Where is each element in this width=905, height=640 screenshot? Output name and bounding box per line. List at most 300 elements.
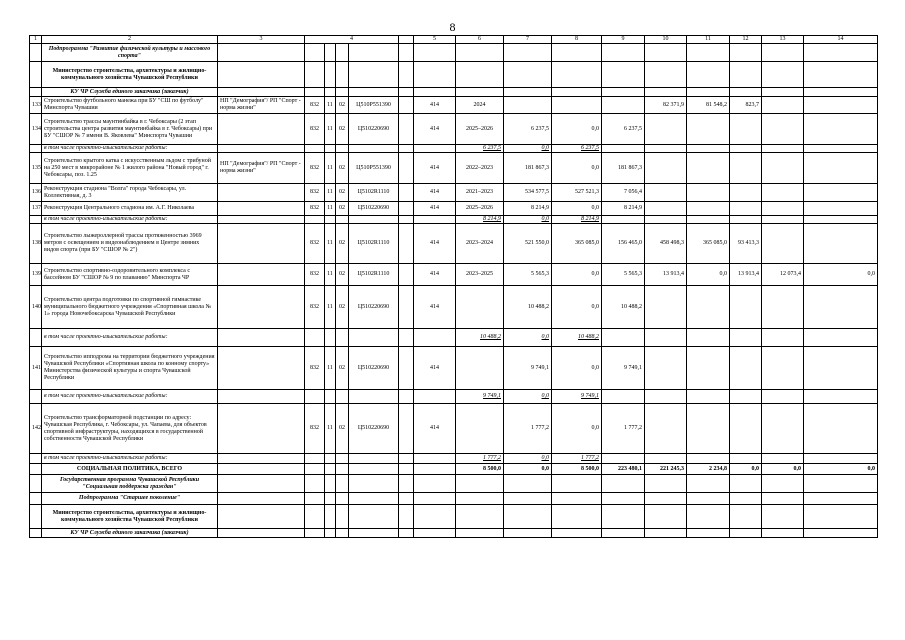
value-cell: 10 488,2 bbox=[456, 329, 504, 347]
empty-cell bbox=[349, 329, 399, 347]
empty-cell bbox=[762, 390, 804, 404]
value-cell bbox=[730, 184, 762, 202]
section-code: 11 bbox=[325, 114, 336, 145]
grbs-code: 832 bbox=[305, 184, 325, 202]
empty-cell bbox=[336, 390, 349, 404]
object-name: Строительство футбольного манежа при БУ "СШ по футболу" Минспорта Чувашии bbox=[42, 97, 218, 114]
empty-cell bbox=[414, 493, 456, 505]
empty-cell bbox=[552, 493, 602, 505]
row-number: 135 bbox=[30, 153, 42, 184]
value-cell: 521 550,0 bbox=[504, 224, 552, 264]
value-cell bbox=[804, 286, 878, 329]
national-project bbox=[218, 264, 305, 286]
empty-cell bbox=[399, 145, 414, 153]
empty-cell bbox=[349, 454, 399, 464]
row-number: 142 bbox=[30, 404, 42, 454]
target-article-code: Ц510Р551390 bbox=[349, 153, 399, 184]
section-code: 11 bbox=[325, 97, 336, 114]
empty-cell bbox=[804, 505, 878, 529]
empty-cell bbox=[305, 505, 325, 529]
empty-cell bbox=[602, 216, 645, 224]
grbs-code: 832 bbox=[305, 97, 325, 114]
total-value: 223 480,1 bbox=[602, 464, 645, 475]
empty-cell bbox=[645, 88, 687, 97]
target-article-code: Ц510220690 bbox=[349, 404, 399, 454]
value-cell: 9 749,1 bbox=[456, 390, 504, 404]
object-name: Строительство центра подготовки по спортивной гимнастике муниципального бюджетного учреждения «Спортивная школа № 1» города Новочебоксарска Чувашской Республики bbox=[42, 286, 218, 329]
value-cell bbox=[645, 404, 687, 454]
empty-cell bbox=[414, 390, 456, 404]
value-cell bbox=[645, 202, 687, 216]
value-cell: 0,0 bbox=[504, 216, 552, 224]
value-cell: 0,0 bbox=[687, 264, 730, 286]
empty-cell bbox=[414, 475, 456, 493]
object-row bbox=[30, 184, 878, 202]
empty-cell bbox=[349, 529, 399, 538]
empty-cell bbox=[325, 505, 336, 529]
row-number: 137 bbox=[30, 202, 42, 216]
empty-cell bbox=[349, 390, 399, 404]
value-cell: 0,0 bbox=[552, 202, 602, 216]
value-cell bbox=[804, 404, 878, 454]
expense-type-code: 414 bbox=[414, 202, 456, 216]
empty-cell bbox=[218, 493, 305, 505]
section-title: Подпрограмма "Развитие физической культуры и массового спорта" bbox=[42, 44, 218, 62]
empty-cell bbox=[414, 505, 456, 529]
empty-cell bbox=[602, 505, 645, 529]
empty-cell bbox=[349, 464, 399, 475]
value-cell: 0,0 bbox=[552, 264, 602, 286]
value-cell bbox=[730, 202, 762, 216]
value-cell: 8 214,9 bbox=[504, 202, 552, 216]
subsection-code: 02 bbox=[336, 264, 349, 286]
empty-cell bbox=[504, 505, 552, 529]
value-cell bbox=[645, 286, 687, 329]
section-title: Министерство строительства, архитектуры и жилищно-коммунального хозяйства Чувашской Республики bbox=[42, 62, 218, 88]
value-cell: 0,0 bbox=[504, 329, 552, 347]
empty-cell bbox=[399, 114, 414, 145]
empty-cell bbox=[399, 44, 414, 62]
value-cell: 0,0 bbox=[552, 404, 602, 454]
value-cell: 0,0 bbox=[504, 454, 552, 464]
empty-cell bbox=[602, 44, 645, 62]
target-article-code: Ц5102R1110 bbox=[349, 264, 399, 286]
empty-cell bbox=[414, 88, 456, 97]
grbs-code: 832 bbox=[305, 286, 325, 329]
empty-cell bbox=[456, 44, 504, 62]
total-value: 221 245,3 bbox=[645, 464, 687, 475]
value-cell bbox=[645, 153, 687, 184]
value-cell: 0,0 bbox=[552, 153, 602, 184]
value-cell: 458 498,3 bbox=[645, 224, 687, 264]
empty-cell bbox=[687, 505, 730, 529]
empty-cell bbox=[762, 329, 804, 347]
empty-cell bbox=[730, 62, 762, 88]
empty-cell bbox=[730, 475, 762, 493]
object-name: Реконструкция Центрального стадиона им. А.Г. Николаева bbox=[42, 202, 218, 216]
col-num: 8 bbox=[552, 36, 602, 44]
empty-cell bbox=[349, 493, 399, 505]
empty-cell bbox=[399, 97, 414, 114]
subsection-code: 02 bbox=[336, 97, 349, 114]
empty-cell bbox=[325, 475, 336, 493]
empty-cell bbox=[414, 464, 456, 475]
budget-table bbox=[29, 35, 878, 538]
empty-cell bbox=[305, 529, 325, 538]
value-cell: 527 521,3 bbox=[552, 184, 602, 202]
empty-cell bbox=[456, 505, 504, 529]
empty-cell bbox=[30, 44, 42, 62]
empty-cell bbox=[399, 347, 414, 390]
section-code: 11 bbox=[325, 404, 336, 454]
total-value: 8 500,0 bbox=[456, 464, 504, 475]
empty-cell bbox=[762, 145, 804, 153]
value-cell bbox=[730, 347, 762, 390]
target-article-code: Ц510220690 bbox=[349, 347, 399, 390]
empty-cell bbox=[325, 216, 336, 224]
object-row bbox=[30, 404, 878, 454]
total-value: 0,0 bbox=[730, 464, 762, 475]
value-cell: 534 577,5 bbox=[504, 184, 552, 202]
national-project bbox=[218, 224, 305, 264]
value-cell bbox=[730, 286, 762, 329]
expense-type-code: 414 bbox=[414, 404, 456, 454]
empty-cell bbox=[305, 493, 325, 505]
empty-cell bbox=[349, 62, 399, 88]
empty-cell bbox=[730, 505, 762, 529]
value-cell bbox=[804, 184, 878, 202]
value-cell bbox=[645, 184, 687, 202]
section-code: 11 bbox=[325, 286, 336, 329]
empty-cell bbox=[336, 145, 349, 153]
subsection-code: 02 bbox=[336, 347, 349, 390]
empty-cell bbox=[804, 475, 878, 493]
object-name: Строительство лыжероллерной трассы протяженностью 3969 метров с освещением и видеонаблюдением в Центре зимних видов спорта (при БУ "СШОР № 2") bbox=[42, 224, 218, 264]
value-cell: 1 777,2 bbox=[552, 454, 602, 464]
value-cell: 1 777,2 bbox=[456, 454, 504, 464]
value-cell bbox=[804, 153, 878, 184]
value-cell bbox=[762, 224, 804, 264]
empty-cell bbox=[325, 529, 336, 538]
empty-cell bbox=[325, 390, 336, 404]
empty-cell bbox=[218, 216, 305, 224]
empty-cell bbox=[552, 88, 602, 97]
subtotal-label: в том числе проектно-изыскательские работы: bbox=[42, 390, 218, 404]
empty-cell bbox=[804, 216, 878, 224]
value-cell: 13 913,4 bbox=[645, 264, 687, 286]
empty-cell bbox=[602, 145, 645, 153]
section-code: 11 bbox=[325, 347, 336, 390]
empty-cell bbox=[762, 44, 804, 62]
empty-cell bbox=[399, 224, 414, 264]
empty-cell bbox=[762, 88, 804, 97]
col-num: 7 bbox=[504, 36, 552, 44]
value-cell bbox=[762, 404, 804, 454]
empty-cell bbox=[456, 475, 504, 493]
empty-cell bbox=[336, 454, 349, 464]
empty-cell bbox=[399, 216, 414, 224]
empty-cell bbox=[687, 529, 730, 538]
national-project: НП "Демография"/ РП "Спорт - норма жизни" bbox=[218, 153, 305, 184]
value-cell: 10 488,2 bbox=[504, 286, 552, 329]
empty-cell bbox=[504, 493, 552, 505]
national-project bbox=[218, 404, 305, 454]
empty-cell bbox=[687, 329, 730, 347]
value-cell bbox=[504, 97, 552, 114]
empty-cell bbox=[325, 88, 336, 97]
col-num: 4 bbox=[305, 36, 399, 44]
value-cell bbox=[730, 114, 762, 145]
value-cell: 8 214,9 bbox=[456, 216, 504, 224]
expense-type-code: 414 bbox=[414, 286, 456, 329]
empty-cell bbox=[804, 454, 878, 464]
empty-cell bbox=[414, 145, 456, 153]
empty-cell bbox=[399, 62, 414, 88]
value-cell: 156 465,0 bbox=[602, 224, 645, 264]
empty-cell bbox=[645, 44, 687, 62]
value-cell: 6 237,5 bbox=[504, 114, 552, 145]
value-cell: 93 413,3 bbox=[730, 224, 762, 264]
empty-cell bbox=[30, 62, 42, 88]
empty-cell bbox=[456, 88, 504, 97]
empty-cell bbox=[336, 505, 349, 529]
value-cell: 181 867,3 bbox=[602, 153, 645, 184]
empty-cell bbox=[762, 529, 804, 538]
object-row bbox=[30, 114, 878, 145]
value-cell: 8 214,9 bbox=[552, 216, 602, 224]
value-cell bbox=[762, 153, 804, 184]
empty-cell bbox=[218, 505, 305, 529]
empty-cell bbox=[645, 493, 687, 505]
empty-cell bbox=[804, 329, 878, 347]
total-value: 0,0 bbox=[504, 464, 552, 475]
empty-cell bbox=[552, 475, 602, 493]
empty-cell bbox=[305, 62, 325, 88]
national-project: НП "Демография"/ РП "Спорт - норма жизни" bbox=[218, 97, 305, 114]
empty-cell bbox=[399, 286, 414, 329]
object-name: Строительство трассы маунтинбайка в г. Чебоксары (2 этап строительства центра развития маунтинбайка в г. Чебоксары) при БУ "СШОР № 7 имени В. Яковлева" Минспорта Чувашии bbox=[42, 114, 218, 145]
section-row bbox=[30, 88, 878, 97]
value-cell bbox=[687, 347, 730, 390]
total-value: 2 234,8 bbox=[687, 464, 730, 475]
section-row bbox=[30, 62, 878, 88]
value-cell bbox=[804, 347, 878, 390]
subsection-code: 02 bbox=[336, 404, 349, 454]
empty-cell bbox=[349, 475, 399, 493]
empty-cell bbox=[325, 464, 336, 475]
national-project bbox=[218, 286, 305, 329]
value-cell bbox=[804, 114, 878, 145]
empty-cell bbox=[504, 88, 552, 97]
empty-cell bbox=[804, 145, 878, 153]
value-cell: 0,0 bbox=[552, 114, 602, 145]
subsection-code: 02 bbox=[336, 153, 349, 184]
section-title: Министерство строительства, архитектуры и жилищно-коммунального хозяйства Чувашской Республики bbox=[42, 505, 218, 529]
row-number: 136 bbox=[30, 184, 42, 202]
empty-cell bbox=[218, 390, 305, 404]
empty-cell bbox=[305, 216, 325, 224]
value-cell bbox=[762, 347, 804, 390]
empty-cell bbox=[336, 329, 349, 347]
empty-cell bbox=[218, 44, 305, 62]
empty-cell bbox=[305, 454, 325, 464]
empty-cell bbox=[602, 454, 645, 464]
value-cell bbox=[687, 286, 730, 329]
subtotal-row bbox=[30, 145, 878, 153]
col-num: 6 bbox=[456, 36, 504, 44]
empty-cell bbox=[218, 145, 305, 153]
value-cell bbox=[804, 224, 878, 264]
value-cell: 5 565,3 bbox=[504, 264, 552, 286]
grbs-code: 832 bbox=[305, 347, 325, 390]
target-article-code: Ц510Р551390 bbox=[349, 97, 399, 114]
empty-cell bbox=[504, 44, 552, 62]
object-name: Строительство ипподрома на территории бюджетного учреждения Чувашской Республики «Спортивная школа по конному спорту» Министерства физической культуры и спорта Чувашской Республики bbox=[42, 347, 218, 390]
col-num: 9 bbox=[602, 36, 645, 44]
empty-cell bbox=[336, 464, 349, 475]
section-title: КУ ЧР Служба единого заказчика (заказчик) bbox=[42, 529, 218, 538]
value-cell: 10 488,2 bbox=[602, 286, 645, 329]
national-project bbox=[218, 184, 305, 202]
national-project bbox=[218, 347, 305, 390]
section-row bbox=[30, 505, 878, 529]
subtotal-row bbox=[30, 216, 878, 224]
object-row bbox=[30, 153, 878, 184]
value-cell: 365 085,0 bbox=[687, 224, 730, 264]
total-label: СОЦИАЛЬНАЯ ПОЛИТИКА, ВСЕГО bbox=[42, 464, 218, 475]
empty-cell bbox=[687, 145, 730, 153]
empty-cell bbox=[399, 493, 414, 505]
subsection-code: 02 bbox=[336, 286, 349, 329]
empty-cell bbox=[762, 493, 804, 505]
value-cell: 6 237,5 bbox=[552, 145, 602, 153]
value-cell bbox=[552, 97, 602, 114]
value-cell bbox=[645, 114, 687, 145]
column-number-row bbox=[30, 36, 878, 44]
col-num: 10 bbox=[645, 36, 687, 44]
years-cell: 2021–2023 bbox=[456, 184, 504, 202]
national-project bbox=[218, 114, 305, 145]
empty-cell bbox=[30, 88, 42, 97]
value-cell bbox=[602, 97, 645, 114]
object-row bbox=[30, 202, 878, 216]
empty-cell bbox=[399, 264, 414, 286]
value-cell: 9 749,1 bbox=[602, 347, 645, 390]
object-row bbox=[30, 97, 878, 114]
value-cell bbox=[687, 153, 730, 184]
value-cell: 8 214,9 bbox=[602, 202, 645, 216]
row-number: 140 bbox=[30, 286, 42, 329]
empty-cell bbox=[399, 529, 414, 538]
object-row bbox=[30, 347, 878, 390]
empty-cell bbox=[399, 88, 414, 97]
years-cell bbox=[456, 286, 504, 329]
empty-cell bbox=[804, 44, 878, 62]
total-value: 0,0 bbox=[804, 464, 878, 475]
empty-cell bbox=[804, 390, 878, 404]
empty-cell bbox=[730, 44, 762, 62]
empty-cell bbox=[349, 216, 399, 224]
section-row bbox=[30, 493, 878, 505]
col-num: 13 bbox=[762, 36, 804, 44]
empty-cell bbox=[336, 216, 349, 224]
empty-cell bbox=[399, 475, 414, 493]
empty-cell bbox=[336, 88, 349, 97]
empty-cell bbox=[504, 62, 552, 88]
empty-cell bbox=[30, 475, 42, 493]
empty-cell bbox=[30, 454, 42, 464]
value-cell bbox=[687, 114, 730, 145]
value-cell bbox=[687, 404, 730, 454]
target-article-code: Ц510220690 bbox=[349, 286, 399, 329]
section-code: 11 bbox=[325, 224, 336, 264]
empty-cell bbox=[399, 202, 414, 216]
value-cell bbox=[730, 404, 762, 454]
value-cell: 7 056,4 bbox=[602, 184, 645, 202]
value-cell: 0,0 bbox=[552, 347, 602, 390]
empty-cell bbox=[349, 44, 399, 62]
total-row bbox=[30, 464, 878, 475]
empty-cell bbox=[602, 493, 645, 505]
col-num: 12 bbox=[730, 36, 762, 44]
row-number: 139 bbox=[30, 264, 42, 286]
object-name: Реконструкция стадиона "Волга" города Чебоксары, ул. Коллективная, д. 3 bbox=[42, 184, 218, 202]
target-article-code: Ц5102R1110 bbox=[349, 224, 399, 264]
value-cell: 10 488,2 bbox=[552, 329, 602, 347]
value-cell: 6 237,5 bbox=[456, 145, 504, 153]
value-cell: 9 749,1 bbox=[504, 347, 552, 390]
value-cell: 82 371,9 bbox=[645, 97, 687, 114]
empty-cell bbox=[730, 390, 762, 404]
years-cell bbox=[456, 347, 504, 390]
empty-cell bbox=[804, 493, 878, 505]
empty-cell bbox=[218, 88, 305, 97]
empty-cell bbox=[305, 329, 325, 347]
empty-cell bbox=[456, 493, 504, 505]
empty-cell bbox=[730, 529, 762, 538]
empty-cell bbox=[399, 390, 414, 404]
empty-cell bbox=[804, 88, 878, 97]
empty-cell bbox=[218, 529, 305, 538]
subtotal-label: в том числе проектно-изыскательские работы: bbox=[42, 145, 218, 153]
empty-cell bbox=[30, 464, 42, 475]
value-cell: 1 777,2 bbox=[602, 404, 645, 454]
section-code: 11 bbox=[325, 153, 336, 184]
row-number: 138 bbox=[30, 224, 42, 264]
object-row bbox=[30, 286, 878, 329]
empty-cell bbox=[645, 505, 687, 529]
value-cell: 0,0 bbox=[552, 286, 602, 329]
expense-type-code: 414 bbox=[414, 153, 456, 184]
expense-type-code: 414 bbox=[414, 264, 456, 286]
empty-cell bbox=[30, 505, 42, 529]
empty-cell bbox=[336, 62, 349, 88]
empty-cell bbox=[687, 493, 730, 505]
total-value: 0,0 bbox=[762, 464, 804, 475]
empty-cell bbox=[336, 44, 349, 62]
empty-cell bbox=[325, 329, 336, 347]
subsection-code: 02 bbox=[336, 184, 349, 202]
empty-cell bbox=[305, 464, 325, 475]
value-cell: 0,0 bbox=[504, 390, 552, 404]
empty-cell bbox=[399, 505, 414, 529]
empty-cell bbox=[414, 216, 456, 224]
empty-cell bbox=[687, 62, 730, 88]
expense-type-code: 414 bbox=[414, 224, 456, 264]
empty-cell bbox=[305, 145, 325, 153]
empty-cell bbox=[414, 329, 456, 347]
empty-cell bbox=[414, 529, 456, 538]
